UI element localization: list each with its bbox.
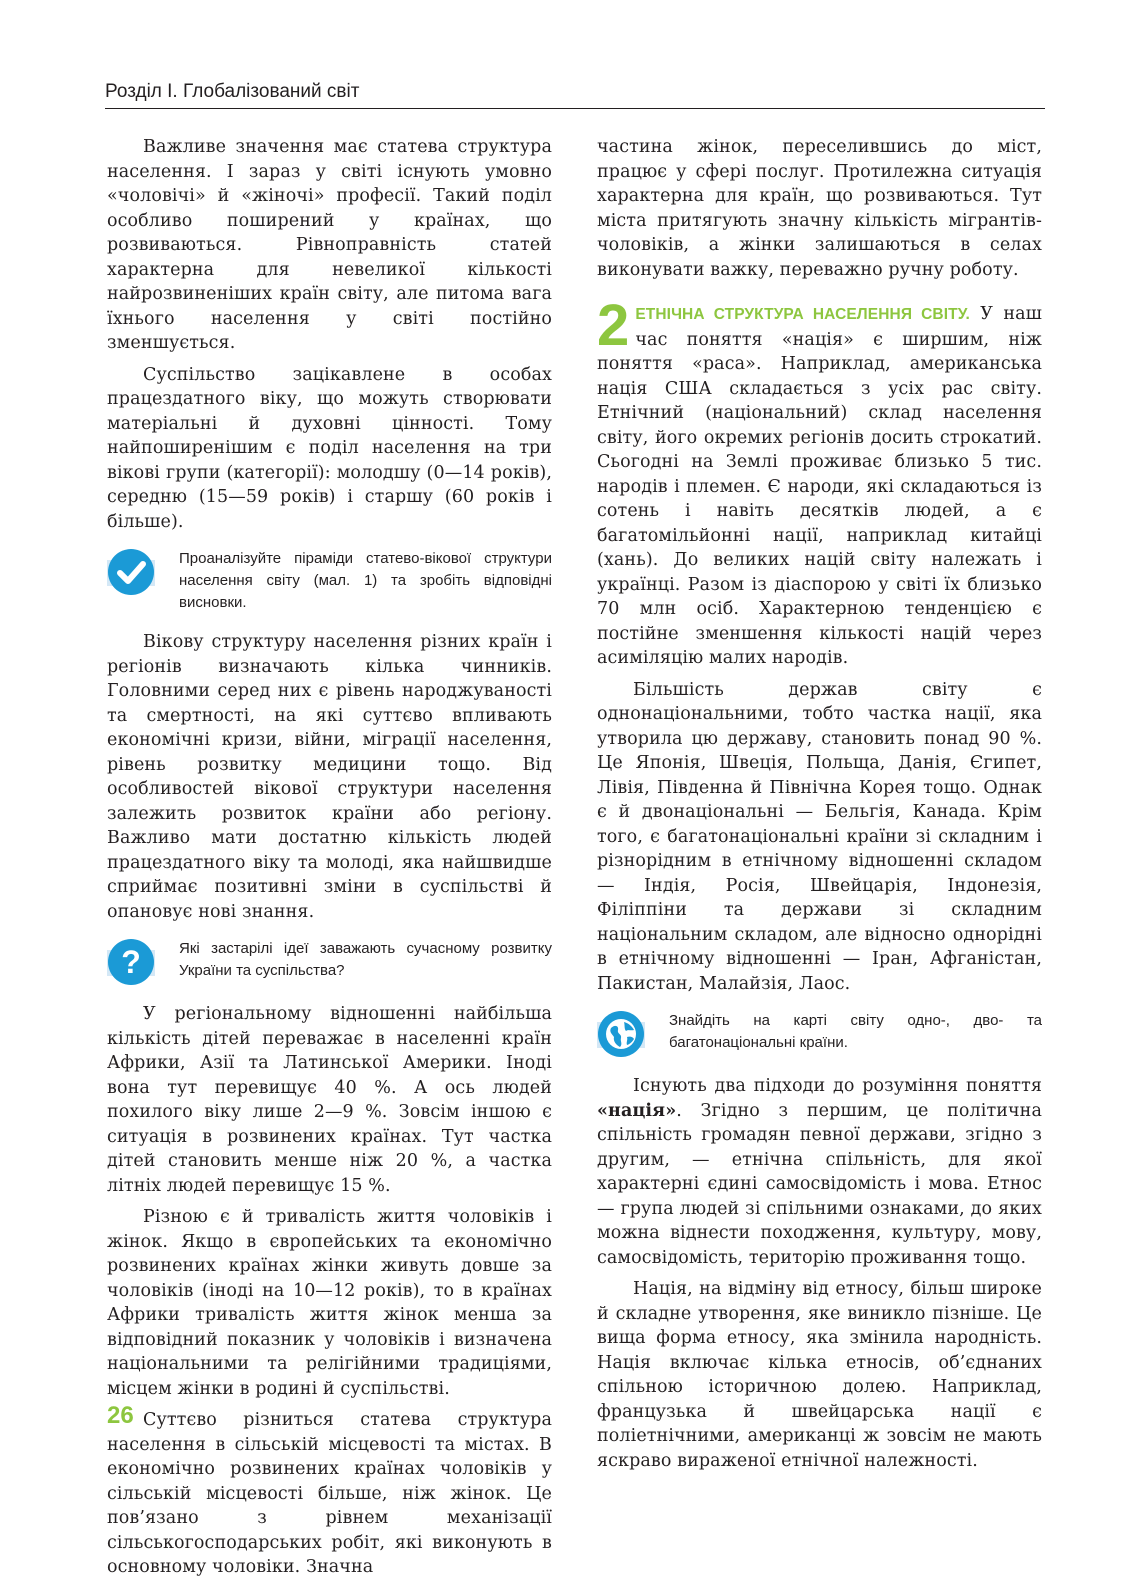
left-column — [107, 135, 552, 1580]
paragraph: Суттєво різниться статева структура населення в сільській місцевості та містах. В економічно розвинених країнах чоловіків у сільській місцевості більше, ніж жінок. Це пов’язано з рівнем механізації сільськогосподарських робіт, які виконують в основному чоловіки. Значна — [107, 1410, 552, 1577]
paragraph: Вікову структуру населення різних країн і регіонів визначають кілька чинників. Головними серед них є рівень народжуваності та смертності, на які суттєво впливають економічні кризи, війни, міграції населення, рівень розвитку медицини тощо. Від особливостей вікової структури населення залежить розвиток країни або регіону. Важливо мати достатню кількість людей працездатного віку та молоді, яка найшвидше сприймає позитивні зміни в суспільстві й опановує нові знання. — [107, 632, 552, 922]
task-box — [597, 1010, 1042, 1058]
section-title: ЕТНІЧНА СТРУКТУРА НАСЕЛЕННЯ СВІТУ. — [635, 306, 970, 323]
svg-text:?: ? — [121, 944, 141, 980]
paragraph: Різною є й тривалість життя чоловіків і жінок. Якщо в європейських та економічно розвинених країнах жінки живуть довше за чоловіків (іноді на 10—12 років), то в країнах Африки тривалість життя жінок менша за відповідний показник у чоловіків і визначена національними та релігійними традиціями, місцем жінки в родині й суспільстві. — [107, 1207, 552, 1399]
chapter-title: Розділ І. Глобалізований світ — [105, 81, 360, 102]
task-box — [107, 548, 552, 614]
check-icon — [107, 548, 155, 596]
page-header — [105, 80, 1045, 109]
paragraph: частина жінок, переселившись до міст, працює у сфері послуг. Протилежна ситуація характерна для країн, що розвиваються. Тут міста притягують значну кількість мігрантів-чоловіків, а жінки залишаються в селах виконувати важку, переважно ручну роботу. — [597, 137, 1042, 280]
text-run: Існують два підходи до розуміння поняття — [633, 1076, 1042, 1096]
globe-icon — [597, 1010, 645, 1058]
paragraph: Більшість держав світу є однонаціональними, тобто частка нації, яка утворила цю державу, становить понад 90 %. Це Японія, Швеція, Польща, Данія, Єгипет, Лівія, Південна й Північна Корея тощо. Однак є й двонаціональні — Бельгія, Канада. Крім того, є багатонаціональні країни зі складним і різнорідним в етнічному відношенні складом — Індія, Росія, Швейцарія, Індонезія, Філіппіни та держави зі складним національним складом, але відносно однорідні в етнічному відношенні — Іран, Афганістан, Пакистан, Малайзія, Лаос. — [597, 679, 1042, 994]
paragraph — [597, 293, 1042, 671]
text-run: . Згідно з першим, це політична спільність громадян певної держави, згідно з другим, — етнічна спільність, для якої характерні єдині самосвідомість і мова. Етнос — група людей зі спільними ознаками, до яких можна віднести походження, культуру, мову, самосвідомість, територію проживання тощо. — [597, 1100, 1042, 1268]
task-text: Які застарілі ідеї заважають сучасному розвитку України та суспільства? — [179, 940, 552, 979]
question-icon — [107, 938, 155, 986]
page-number: 26 — [107, 1402, 134, 1429]
task-text: Проаналізуйте піраміди статево-вікової структури населення світу (мал. 1) та зробіть відповідні висновки. — [179, 550, 552, 611]
paragraph: Суспільство зацікавлене в особах працездатного віку, що можуть створювати матеріальні й духовні цінності. Тому найпоширенішим є поділ населення на три вікові групи (категорії): молодшу (0—14 років), середню (15—59 років) і старшу (60 років і більше). — [107, 364, 552, 532]
paragraph: Нація, на відміну від етносу, більш широке й складне утворення, яке виникло пізніше. Це вища форма етносу, яка змінила народність. Нація включає кілька етносів, об’єднаних спільною історичною долею. Наприклад, французька й швейцарська нації є поліетнічними, американці ж зовсім не мають яскраво вираженої етнічної належності. — [597, 1279, 1042, 1471]
section-block — [597, 293, 1042, 671]
paragraph: Важливе значення має статева структура населення. І зараз у світі існують умовно «чоловічі» й «жіночі» професії. Такий поділ особливо поширений у країнах, що розвиваються. Рівноправність статей характерна для невеликої кількості найрозвиненіших країн світу, але питома вага їхнього населення у світі постійно зменшується. — [107, 137, 552, 353]
paragraph — [597, 1074, 1042, 1270]
task-box — [107, 938, 552, 986]
term: «нація» — [597, 1100, 677, 1121]
task-text: Знайдіть на карті світу одно-, дво- та багатонаціональні країни. — [669, 1012, 1042, 1051]
paragraph: У регіональному відношенні найбільша кількість дітей переважає в населенні країн Африки, Азії та Латинської Америки. Іноді вона тут перевищує 40 %. А ось людей похилого віку лише 2—9 %. Зовсім іншою є ситуація в розвинених країнах. Тут частка дітей становить менше ніж 20 %, а частка літніх людей перевищує 15 %. — [107, 1004, 552, 1196]
right-column — [597, 135, 1042, 1473]
section-text: У наш час поняття «нація» є ширшим, ніж поняття «раса». Наприклад, американська нація США складається з усіх рас світу. Етнічний (національний) склад населення світу, його окремих регіонів досить строкатий. Сьогодні на Землі проживає близько 5 тис. народів і племен. Є народи, які складаються із сотень і навіть десятків людей, а є багатомільйонні нації, наприклад китайці (хань). До великих націй світу належать і українці. Разом із діаспорою у світі їх близько 70 млн осіб. Характерною тенденцією є постійне зменшення кількості націй через асиміляцію малих народів. — [597, 304, 1042, 668]
section-number: 2 — [597, 293, 630, 358]
